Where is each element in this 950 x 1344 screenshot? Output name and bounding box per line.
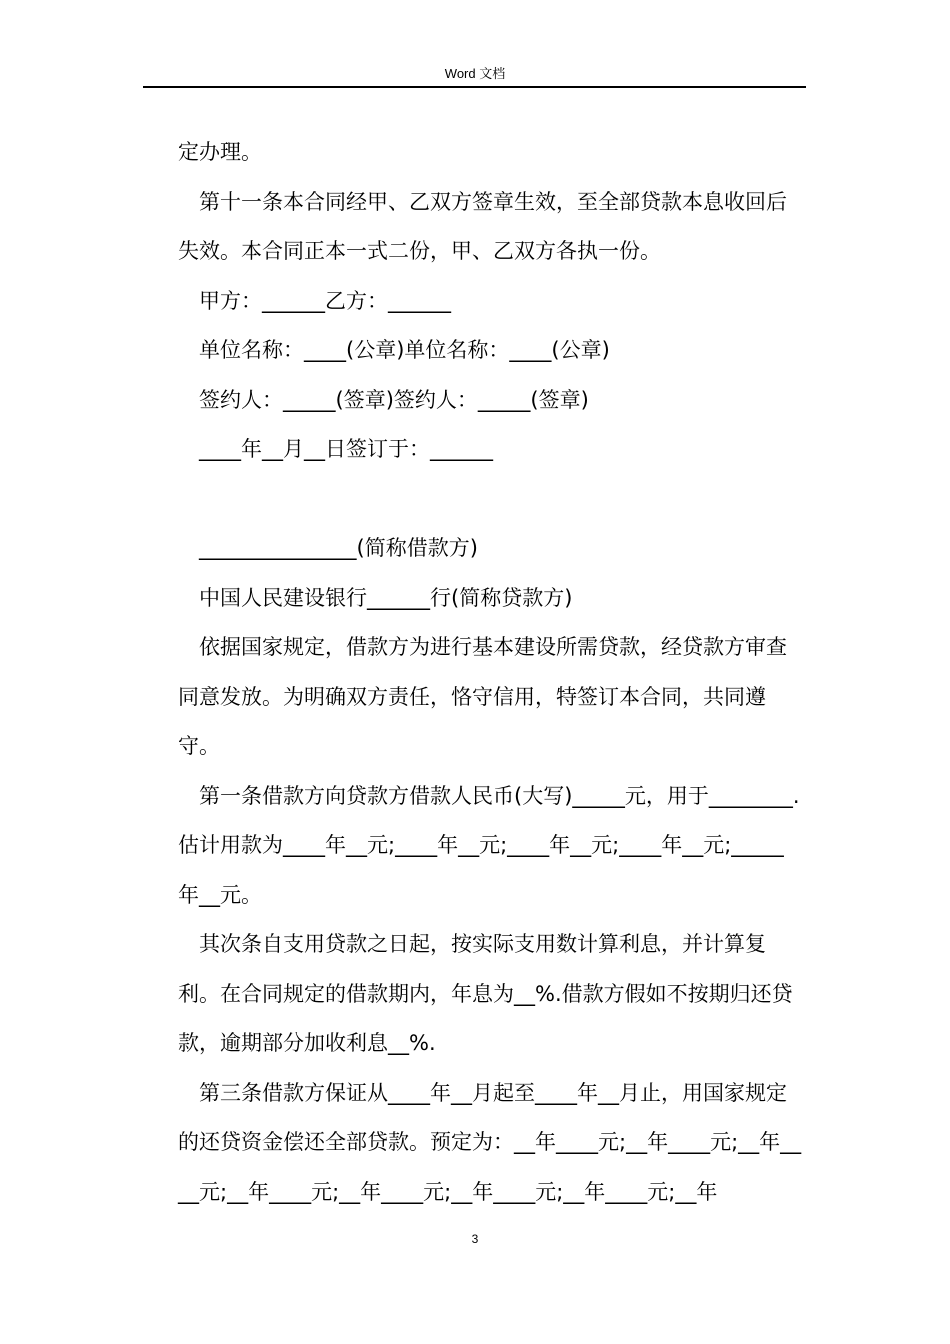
header-rule [143,86,806,88]
paragraph-12: 第三条借款方保证从____年__月起至____年__月止，用国家规定的还贷资金偿还全部贷款。预定为：__年____元;__年____元;__年____元;__年____元;__年____元;__年____元;__年____元;__年 [178,1080,802,1204]
document-body [178,128,804,1217]
paragraph-5: 签约人：_____(签章)签约人：_____(签章) [199,387,589,412]
paragraph-8: 中国人民建设银行______行(简称贷款方) [199,585,573,610]
paragraph-7: _______________(简称借款方) [199,536,478,560]
paragraph-3: 甲方：______乙方：______ [199,288,451,313]
paragraph-10: 第一条借款方向贷款方借款人民币(大写)_____元，用于________.估计用款为____年__元;____年__元;____年__元;____年__元;_____年__元。 [178,783,800,907]
page-header: Word 文档 [444,66,506,81]
page-number: 3 [471,1232,479,1246]
paragraph-1: 定办理。 [178,140,262,164]
paragraph-9: 依据国家规定，借款方为进行基本建设所需贷款，经贷款方审查同意发放。为明确双方责任，恪守信用，特签订本合同，共同遵守。 [178,635,787,758]
paragraph-2: 第十一条本合同经甲、乙双方签章生效，至全部贷款本息收回后失效。本合同正本一式二份，甲、乙双方各执一份。 [178,189,787,263]
paragraph-4: 单位名称：____(公章)单位名称：____(公章) [199,338,610,362]
paragraph-11: 其次条自支用贷款之日起，按实际支用数计算利息，并计算复利。在合同规定的借款期内，年息为__%.借款方假如不按期归还贷款，逾期部分加收利息__%. [178,932,793,1055]
blank-line [178,475,804,525]
paragraph-6: ____年__月__日签订于：______ [199,437,493,461]
